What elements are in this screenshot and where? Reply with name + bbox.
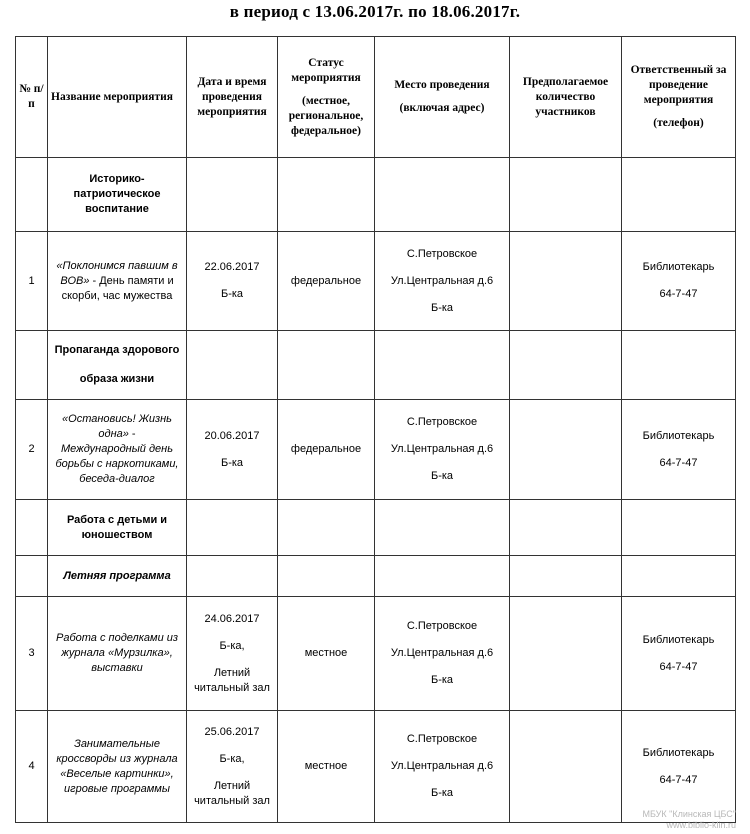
header-row (16, 37, 736, 158)
event-status: федеральное (278, 232, 375, 331)
section-row (16, 556, 736, 597)
header-status: Статус мероприятия (местное, региональное, федеральное) (278, 37, 375, 158)
row-num: 2 (16, 400, 48, 500)
event-count (510, 400, 622, 500)
event-date: 22.06.2017 Б-ка (187, 232, 278, 331)
event-place: С.Петровское Ул.Центральная д.6 Б-ка (375, 711, 510, 823)
header-name: Название мероприятия (48, 37, 187, 158)
event-name: «Остановись! Жизнь одна» - Международный день борьбы с наркотиками, беседа-диалог (48, 400, 187, 500)
header-place: Место проведения (включая адрес) (375, 37, 510, 158)
table-row (16, 711, 736, 823)
section-title: Работа с детьми и юношеством (48, 500, 187, 556)
events-table (15, 36, 736, 823)
event-status: местное (278, 597, 375, 711)
section-title: Летняя программа (48, 556, 187, 597)
section-row (16, 331, 736, 400)
event-responsible: Библиотекарь 64-7-47 (622, 232, 736, 331)
section-row (16, 158, 736, 232)
row-num: 3 (16, 597, 48, 711)
header-responsible: Ответственный за проведение мероприятия (телефон) (622, 37, 736, 158)
event-name: Занимательные кроссворды из журнала «Веселые картинки», игровые программы (48, 711, 187, 823)
event-name: «Поклонимся павшим в ВОВ» - День памяти и скорби, час мужества (48, 232, 187, 331)
event-place: С.Петровское Ул.Центральная д.6 Б-ка (375, 400, 510, 500)
row-num: 4 (16, 711, 48, 823)
event-count (510, 232, 622, 331)
table-row (16, 597, 736, 711)
header-date: Дата и время проведения мероприятия (187, 37, 278, 158)
section-row (16, 500, 736, 556)
event-responsible: Библиотекарь 64-7-47 (622, 400, 736, 500)
event-name: Работа с поделками из журнала «Мурзилка», выставки (48, 597, 187, 711)
row-num: 1 (16, 232, 48, 331)
event-date: 25.06.2017 Б-ка, Летний читальный зал (187, 711, 278, 823)
table-row (16, 400, 736, 500)
header-num: № п/ п (16, 37, 48, 158)
event-status: федеральное (278, 400, 375, 500)
event-date: 24.06.2017 Б-ка, Летний читальный зал (187, 597, 278, 711)
table-row (16, 232, 736, 331)
section-title: Историко- патриотическое воспитание (48, 158, 187, 232)
event-place: С.Петровское Ул.Центральная д.6 Б-ка (375, 597, 510, 711)
header-count: Предполагаемое количество участников (510, 37, 622, 158)
event-count (510, 597, 622, 711)
watermark: МБУК "Клинская ЦБС" www.biblio-klin.ru (642, 809, 736, 830)
section-title: Пропаганда здорового образа жизни (48, 331, 187, 400)
event-responsible: Библиотекарь 64-7-47 (622, 597, 736, 711)
event-date: 20.06.2017 Б-ка (187, 400, 278, 500)
event-place: С.Петровское Ул.Центральная д.6 Б-ка (375, 232, 510, 331)
event-responsible: Библиотекарь 64-7-47 (622, 711, 736, 823)
event-count (510, 711, 622, 823)
event-status: местное (278, 711, 375, 823)
page-title: в период с 13.06.2017г. по 18.06.2017г. (229, 2, 521, 21)
